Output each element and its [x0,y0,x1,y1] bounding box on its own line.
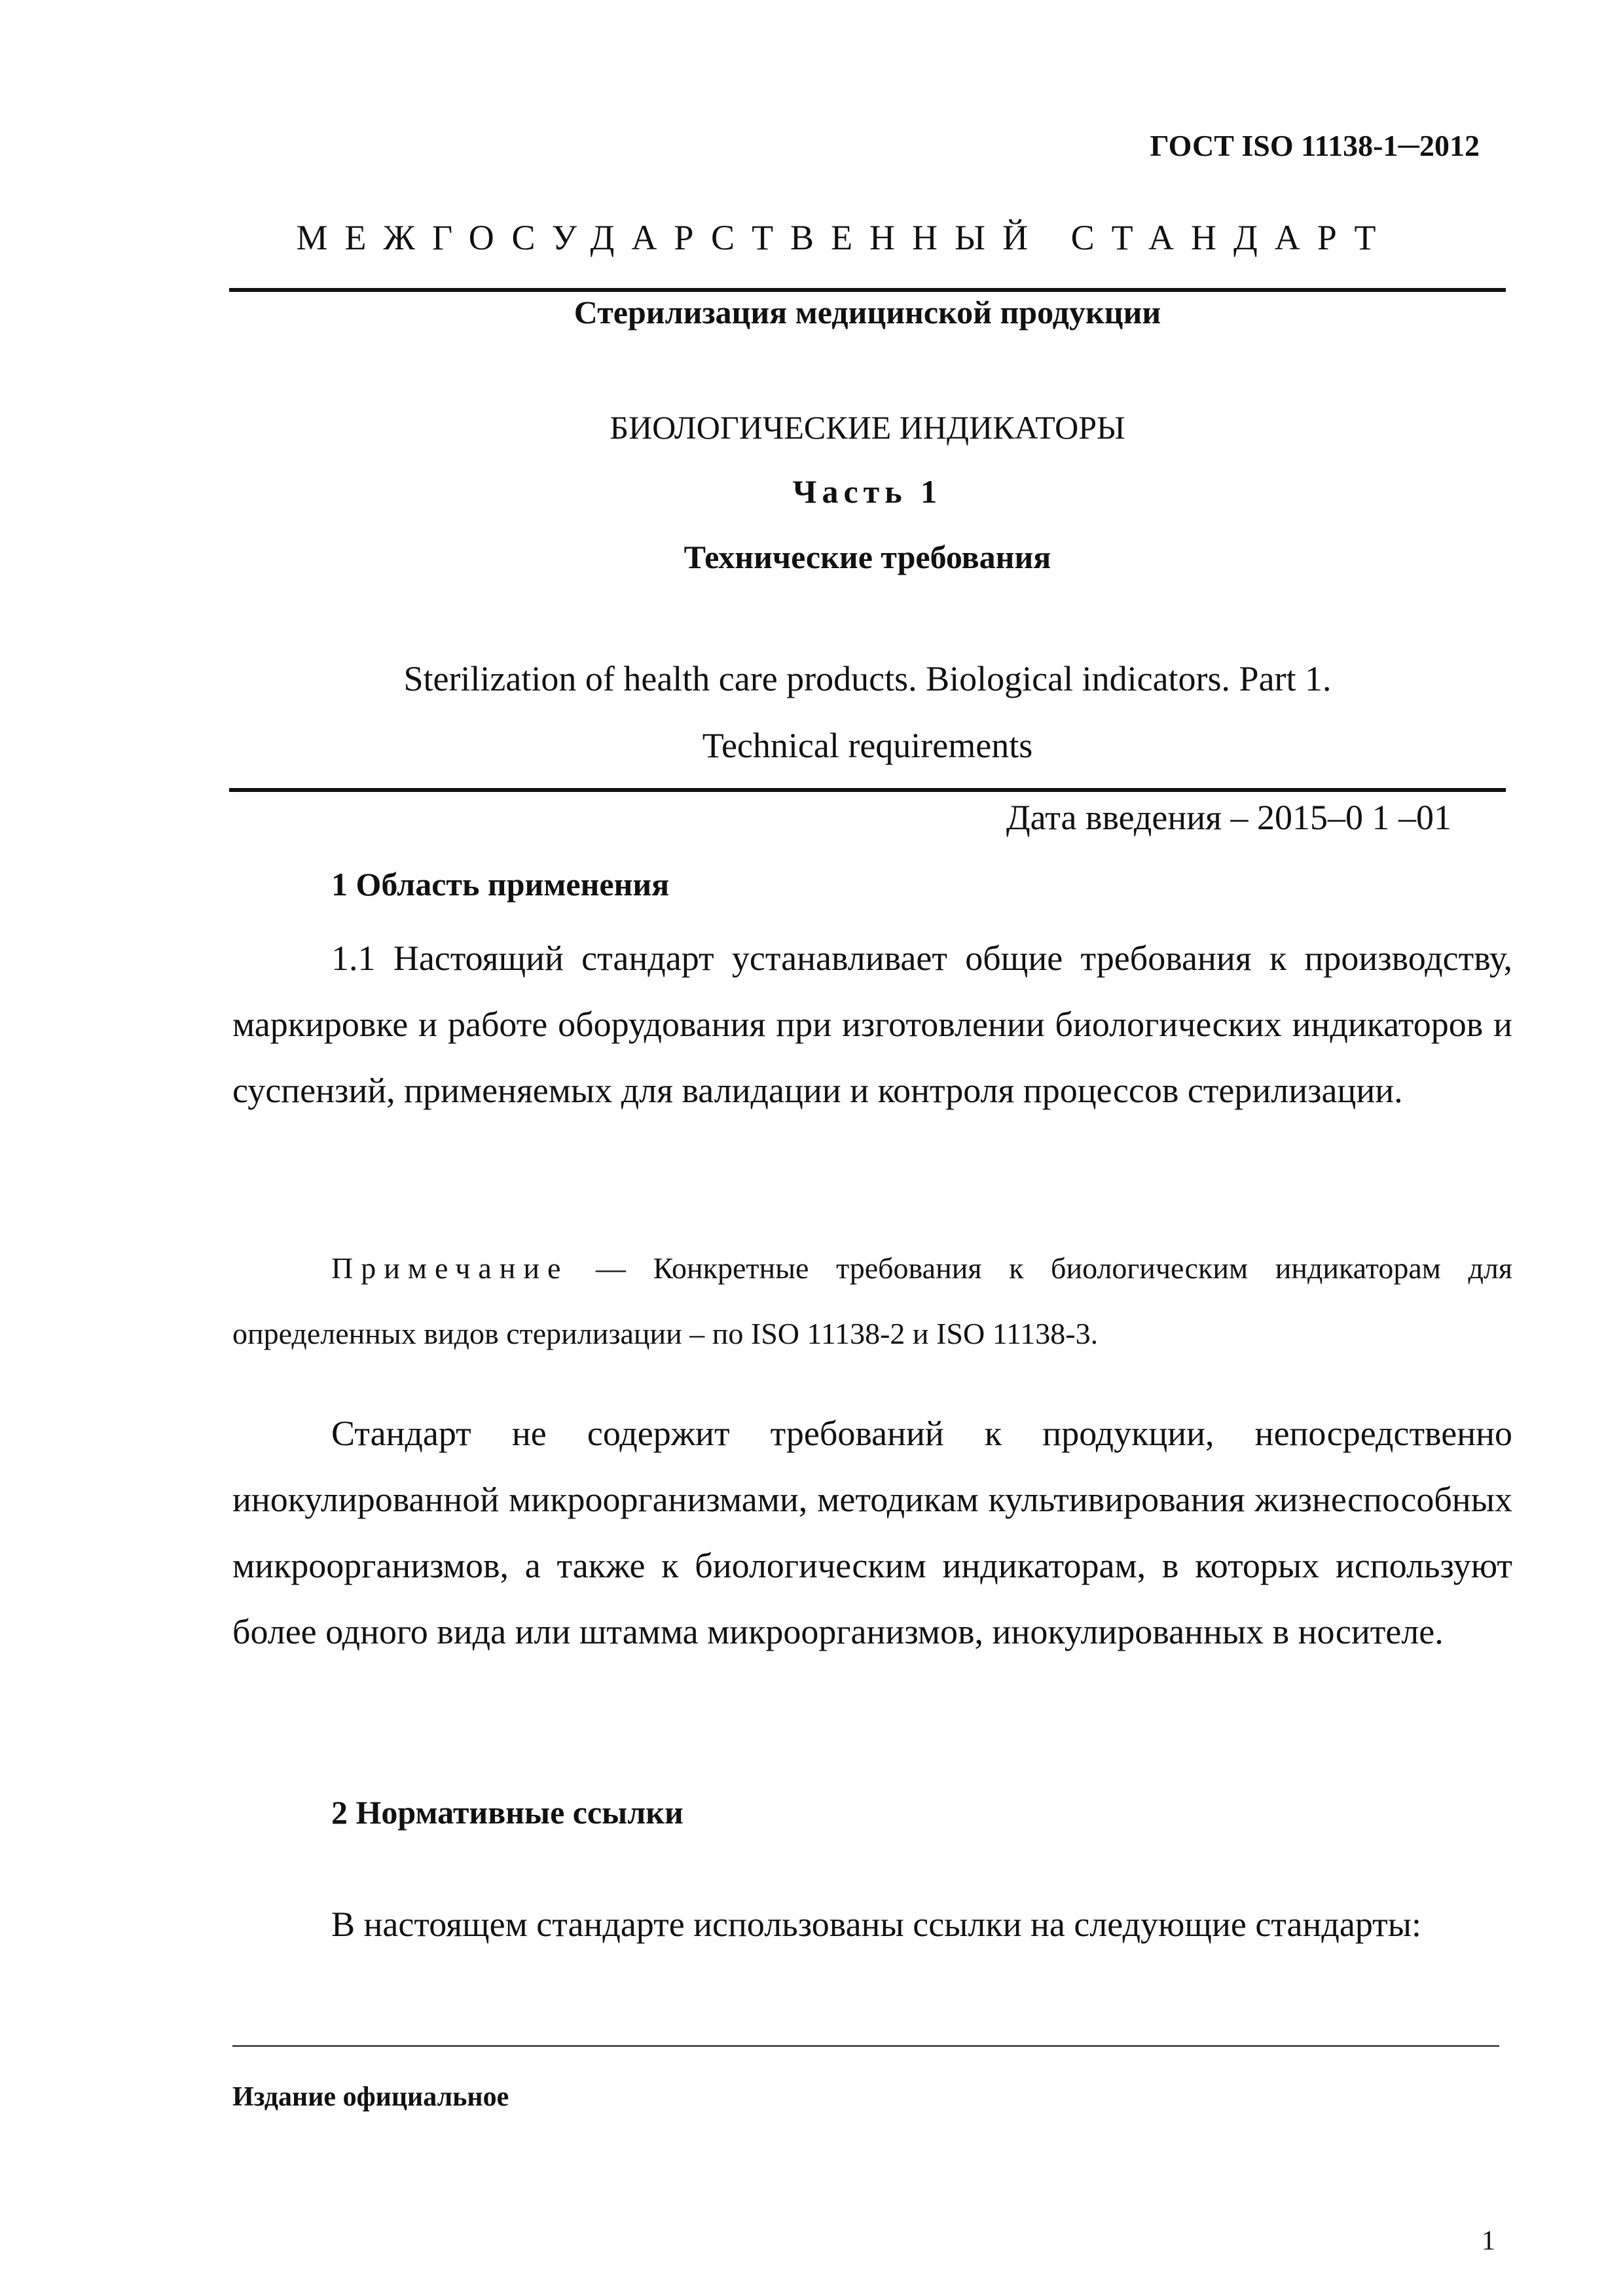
note-text: — Конкретные требования к биологическим индикаторам для определенных видов стерилизации – по ISO 11138-2 и ISO 11138-3. [232,1251,1512,1350]
title-top-rule [229,288,1506,292]
document-code: ГОСТ ISO 11138-1─2012 [1150,129,1480,162]
note-label: Примечание [331,1251,569,1285]
section-2-heading: 2 Нормативные ссылки [331,1794,684,1831]
section-1-paragraph-1-text: 1.1 Настоящий стандарт устанавливает общие требования к производству, маркировке и работе оборудования при изготовлении биологических индикаторов и суспензий, применяемых для валидации и контроля процессов стерилизации. [232,939,1512,1110]
standard-subject: Стерилизация медицинской продукции [574,294,1161,331]
introduction-date: Дата введения – 2015–0 1 –01 [1006,798,1451,837]
part-number: Часть 1 [792,473,943,510]
official-edition-label: Издание официальное [232,2082,509,2112]
title-bottom-rule [229,788,1506,792]
english-title-line-2: Technical requirements [702,726,1033,765]
section-1-heading: 1 Область применения [331,866,670,903]
part-title: Технические требования [684,539,1051,575]
section-1-paragraph-2 [232,1401,1512,1665]
section-2-paragraph-1 [232,1905,1512,1944]
page-number: 1 [1482,2226,1495,2256]
english-title-line-1: Sterilization of health care products. Biological indicators. Part 1. [403,659,1332,698]
section-1-paragraph-1 [232,925,1512,1124]
interstate-standard-banner: МЕЖГОСУДАРСТВЕННЫЙ СТАНДАРТ [296,218,1393,257]
footer-rule [232,2045,1499,2047]
section-1-paragraph-2-text: Стандарт не содержит требований к продукции, непосредственно инокулированной микроорганизмами, методикам культивирования жизнеспособных микроорганизмов, а также к биологическим индикаторам, в которых используют более одного вида или штамма микроорганизмов, инокулированных в носителе. [232,1414,1512,1651]
section-2-paragraph-1-text: В настоящем стандарте использованы ссылки на следующие стандарты: [331,1905,1422,1944]
standard-title: БИОЛОГИЧЕСКИЕ ИНДИКАТОРЫ [610,409,1125,446]
section-1-note [232,1236,1512,1367]
